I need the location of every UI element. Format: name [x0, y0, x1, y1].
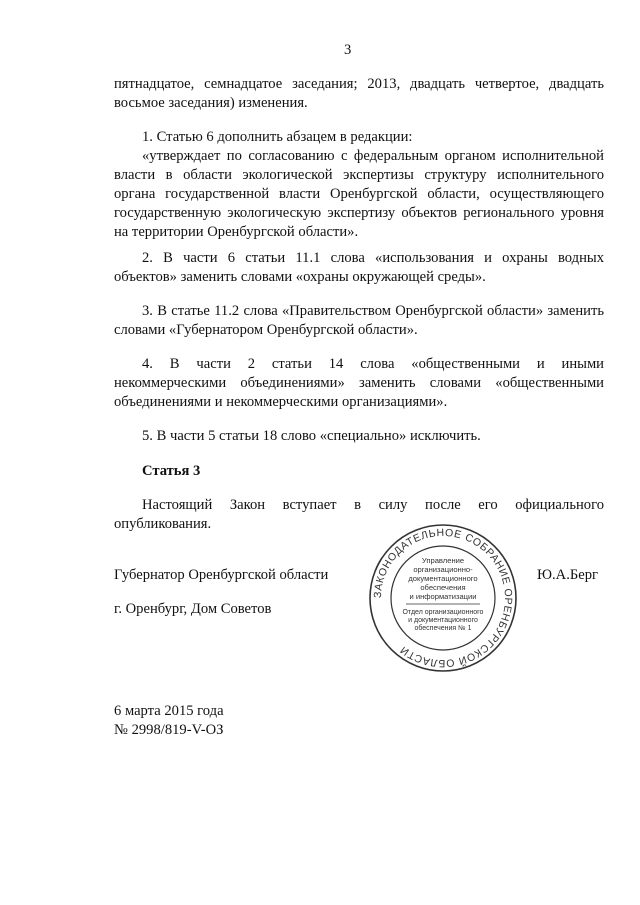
stamp-inner-line: организационно- — [413, 565, 473, 574]
item-3-line: словами «Губернатором Оренбургской области». — [114, 322, 418, 338]
item-1-quote-line: органа государственной власти Оренбургской области, осуществляющего — [114, 186, 604, 202]
item-5-line: 5. В части 5 статьи 18 слово «специально» исключить. — [142, 428, 481, 444]
stamp-inner-line: и документационного — [408, 617, 478, 624]
place: г. Оренбург, Дом Советов — [114, 601, 272, 617]
article-3-line: опубликования. — [114, 516, 212, 532]
item-1-quote-line: власти в области экологической экспертизы структуру исполнительного — [114, 167, 604, 183]
stamp-inner-line: обеспечения — [420, 583, 466, 592]
governor-name: Ю.А.Берг — [537, 567, 598, 583]
item-2-line: объектов» заменить словами «охраны окружающей среды». — [114, 269, 486, 285]
item-1-heading: 1. Статью 6 дополнить абзацем в редакции: — [142, 129, 413, 145]
item-4-line: 4. В части 2 статьи 14 слова «общественными и иными — [142, 356, 604, 372]
stamp-inner-line: документационного — [408, 574, 478, 583]
stamp-inner-line: и информатизации — [409, 592, 477, 601]
law-number: № 2998/819-V-ОЗ — [114, 722, 224, 738]
date: 6 марта 2015 года — [114, 703, 224, 719]
item-1-quote-line: на территории Оренбургской области». — [114, 224, 359, 240]
item-2-line: 2. В части 6 статьи 11.1 слова «использования и охраны водных — [142, 250, 604, 266]
stamp-inner-line: Отдел организационного — [402, 609, 484, 616]
paragraph-line: восьмое заседания) изменения. — [114, 95, 308, 111]
governor-title: Губернатор Оренбургской области — [114, 567, 329, 583]
stamp-inner-line: Управление — [421, 556, 465, 565]
item-4-line: некоммерческими объединениями» заменить словами «общественными — [114, 375, 604, 391]
item-3-line: 3. В статье 11.2 слова «Правительством Оренбургской области» заменить — [142, 303, 604, 319]
page-number: 3 — [344, 42, 352, 58]
article-3-line: Настоящий Закон вступает в силу после его официального — [142, 497, 604, 513]
stamp-inner-line: обеспечения № 1 — [414, 625, 472, 632]
item-4-line: объединениями и некоммерческими организациями». — [114, 394, 448, 410]
official-stamp — [368, 523, 518, 673]
item-1-quote-line: государственную экологическую экспертизу объектов регионального уровня — [114, 205, 604, 221]
paragraph-line: пятнадцатое, семнадцатое заседания; 2013, двадцать четвертое, двадцать — [114, 76, 604, 92]
item-1-quote-line: «утверждает по согласованию с федеральным органом исполнительной — [142, 148, 604, 164]
article-3-heading: Статья 3 — [142, 463, 201, 479]
stamp-ring-text: ЗАКОНОДАТЕЛЬНОЕ СОБРАНИЕ ОРЕНБУРГСКОЙ ОБЛАСТИ — [371, 526, 515, 670]
